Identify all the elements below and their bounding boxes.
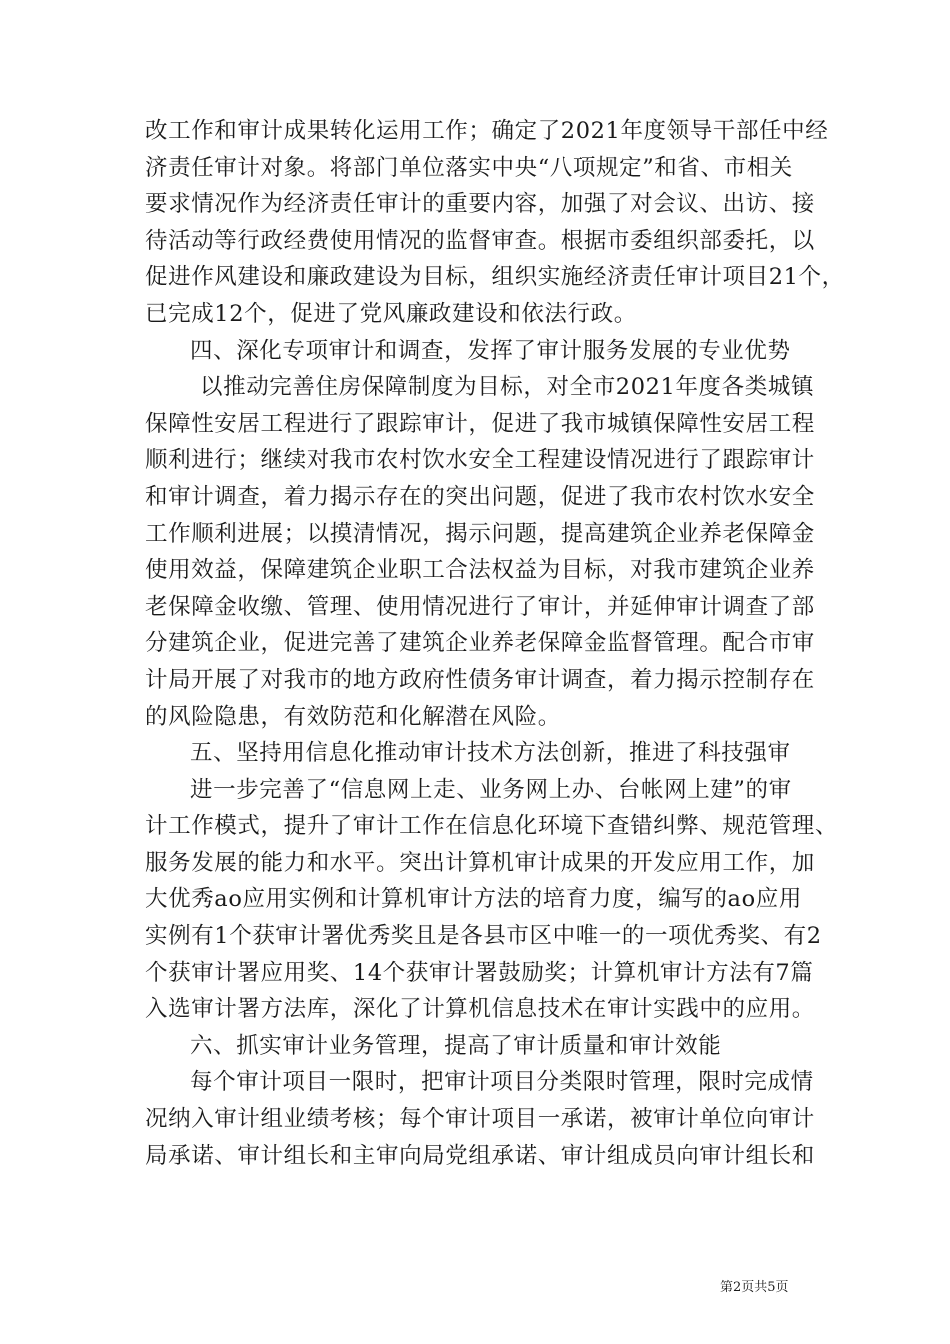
text-line: 服务发展的能力和水平。突出计算机审计成果的开发应用工作，加 xyxy=(145,849,815,876)
text-line: 工作顺利进展；以摸清情况，揭示问题，提高建筑企业养老保障金 xyxy=(145,520,815,547)
text-line: 的风险隐患，有效防范和化解潜在风险。 xyxy=(145,703,561,730)
text-line: 已完成12个，促进了党风廉政建设和依法行政。 xyxy=(145,300,637,327)
text-line: 局承诺、审计组长和主审向局党组承诺、审计组成员向审计组长和 xyxy=(145,1142,815,1169)
text-line: 济责任审计对象。将部门单位落实中央“八项规定”和省、市相关 xyxy=(145,154,793,181)
text-line: 计局开展了对我市的地方政府性债务审计调查，着力揭示控制存在 xyxy=(145,666,815,693)
text-line: 进一步完善了“信息网上走、业务网上办、台帐网上建”的审 xyxy=(190,776,792,803)
text-line: 入选审计署方法库，深化了计算机信息技术在审计实践中的应用。 xyxy=(145,996,815,1023)
text-line: 老保障金收缴、管理、使用情况进行了审计，并延伸审计调查了部 xyxy=(145,593,815,620)
text-line: 顺利进行；继续对我市农村饮水安全工程建设情况进行了跟踪审计 xyxy=(145,447,815,474)
text-line: 待活动等行政经费使用情况的监督审查。根据市委组织部委托，以 xyxy=(145,227,815,254)
text-line: 分建筑企业，促进完善了建筑企业养老保障金监督管理。配合市审 xyxy=(145,630,815,657)
text-line: 况纳入审计组业绩考核；每个审计项目一承诺，被审计单位向审计 xyxy=(145,1106,815,1133)
page-number: 第2页共5页 xyxy=(720,1280,789,1295)
text-line: 大优秀ao应用实例和计算机审计方法的培育力度，编写的ao应用 xyxy=(145,886,802,913)
text-line: 使用效益，保障建筑企业职工合法权益为目标，对我市建筑企业养 xyxy=(145,557,815,584)
text-line: 保障性安居工程进行了跟踪审计，促进了我市城镇保障性安居工程 xyxy=(145,410,815,437)
section-heading: 五、坚持用信息化推动审计技术方法创新，推进了科技强审 xyxy=(190,740,791,767)
section-heading: 四、深化专项审计和调查，发挥了审计服务发展的专业优势 xyxy=(190,337,791,364)
text-line: 要求情况作为经济责任审计的重要内容，加强了对会议、出访、接 xyxy=(145,191,815,218)
text-line: 促进作风建设和廉政建设为目标，组织实施经济责任审计项目21个， xyxy=(145,264,845,291)
text-line: 和审计调查，着力揭示存在的突出问题，促进了我市农村饮水安全 xyxy=(145,483,815,510)
text-line: 实例有1个获审计署优秀奖且是各县市区中唯一的一项优秀奖、有2 xyxy=(145,923,822,950)
text-line: 个获审计署应用奖、14个获审计署鼓励奖；计算机审计方法有7篇 xyxy=(145,959,814,986)
section-heading: 六、抓实审计业务管理，提高了审计质量和审计效能 xyxy=(190,1032,722,1059)
text-line: 以推动完善住房保障制度为目标，对全市2021年度各类城镇 xyxy=(200,374,815,401)
text-line: 每个审计项目一限时，把审计项目分类限时管理，限时完成情 xyxy=(190,1069,814,1096)
text-line: 计工作模式，提升了审计工作在信息化环境下查错纠弊、规范管理、 xyxy=(145,813,839,840)
document-body xyxy=(145,113,845,1174)
text-line: 改工作和审计成果转化运用工作；确定了2021年度领导干部任中经 xyxy=(145,118,829,144)
